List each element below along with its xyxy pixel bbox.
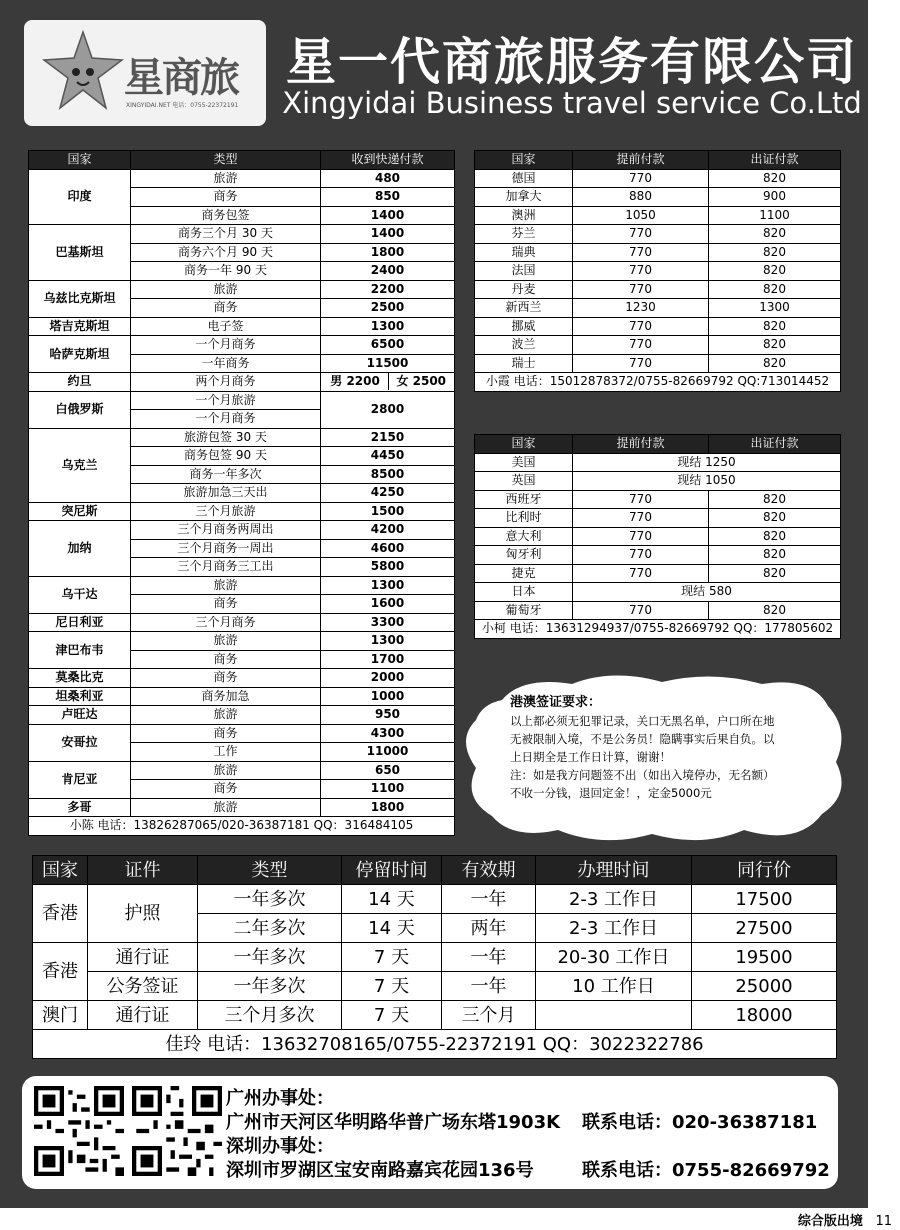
table-row xyxy=(29,502,455,521)
contact-row xyxy=(29,817,455,836)
document-cell: 护照 xyxy=(88,885,198,943)
column-header: 国家 xyxy=(475,151,573,170)
advance-payment-cell: 770 xyxy=(573,280,709,299)
price-male: 男 2200 xyxy=(322,373,390,390)
price-cell: 1400 xyxy=(321,206,455,225)
type-cell: 旅游 xyxy=(131,169,321,188)
table-row xyxy=(29,576,455,595)
validity-cell: 两年 xyxy=(442,914,536,943)
price-cell: 4300 xyxy=(321,724,455,743)
contact-info: 小柯 电话：13631294937/0755-82669792 QQ：177805602 xyxy=(475,620,841,639)
table-row xyxy=(29,280,455,299)
table-row xyxy=(29,761,455,780)
price-cell: 27500 xyxy=(692,914,837,943)
price-cell: 1300 xyxy=(321,576,455,595)
price-cell: 4600 xyxy=(321,539,455,558)
price-cell: 17500 xyxy=(692,885,837,914)
visa-price-table-asia-africa xyxy=(28,150,455,836)
type-cell: 一年多次 xyxy=(198,885,342,914)
page-footer xyxy=(798,1210,892,1229)
country-cell: 美国 xyxy=(475,453,573,472)
type-cell: 三个月旅游 xyxy=(131,502,321,521)
column-header: 停留时间 xyxy=(342,856,442,885)
table-row xyxy=(33,943,837,972)
price-cell: 850 xyxy=(321,188,455,207)
type-cell: 商务 xyxy=(131,724,321,743)
table-row xyxy=(29,632,455,651)
column-header: 提前付款 xyxy=(573,435,709,454)
hk-macau-notice xyxy=(510,694,820,802)
country-cell: 肯尼亚 xyxy=(29,761,131,798)
type-cell: 商务 xyxy=(131,669,321,688)
price-cell: 2400 xyxy=(321,262,455,281)
country-cell: 比利时 xyxy=(475,509,573,528)
table-row xyxy=(475,262,841,281)
table-row xyxy=(475,564,841,583)
notice-line: 以上都必须无犯罪记录，关口无黑名单，户口所在地 xyxy=(510,714,775,728)
price-cell: 1100 xyxy=(321,780,455,799)
stay-cell: 7 天 xyxy=(342,1001,442,1030)
price-cell: 1800 xyxy=(321,798,455,817)
table-row xyxy=(475,472,841,491)
type-cell: 旅游 xyxy=(131,761,321,780)
advance-payment-cell: 770 xyxy=(573,527,709,546)
type-cell: 旅游 xyxy=(131,280,321,299)
price-cell: 8500 xyxy=(321,465,455,484)
issue-payment-cell: 820 xyxy=(709,169,841,188)
type-cell: 三个月商务三工出 xyxy=(131,558,321,577)
type-cell: 三个月多次 xyxy=(198,1001,342,1030)
issue-payment-cell: 820 xyxy=(709,490,841,509)
processing-time-cell: 20-30 工作日 xyxy=(536,943,692,972)
issue-payment-cell: 820 xyxy=(709,225,841,244)
cash-payment-cell: 现结 1050 xyxy=(573,472,841,491)
table-row xyxy=(475,490,841,509)
shenzhen-office-title: 深圳办事处： xyxy=(226,1136,334,1157)
column-header: 类型 xyxy=(131,151,321,170)
notice-line: 不收一分钱，退回定金！，定金5000元 xyxy=(510,786,712,800)
issue-payment-cell: 820 xyxy=(709,601,841,620)
shenzhen-office-phone: 联系电话：0755-82669792 xyxy=(582,1160,830,1181)
table-row xyxy=(29,391,455,410)
country-cell: 匈牙利 xyxy=(475,546,573,565)
validity-cell: 一年 xyxy=(442,943,536,972)
price-cell: 2200 xyxy=(321,280,455,299)
price-cell: 1600 xyxy=(321,595,455,614)
stay-cell: 7 天 xyxy=(342,943,442,972)
document-cell: 公务签证 xyxy=(88,972,198,1001)
contact-row xyxy=(475,620,841,639)
price-cell: 11500 xyxy=(321,354,455,373)
contact-info: 小霞 电话：15012878372/0755-82669792 QQ:713014452 xyxy=(475,373,841,392)
price-cell: 3300 xyxy=(321,613,455,632)
country-cell: 乌克兰 xyxy=(29,428,131,502)
notice-line: 上日期全是工作日计算，谢谢！ xyxy=(510,750,671,764)
qr-code-icon xyxy=(34,1086,124,1176)
type-cell: 商务六个月 90 天 xyxy=(131,243,321,262)
type-cell: 一年多次 xyxy=(198,972,342,1001)
advance-payment-cell: 770 xyxy=(573,169,709,188)
table-row xyxy=(29,521,455,540)
table-row xyxy=(475,527,841,546)
country-cell: 约旦 xyxy=(29,373,131,392)
type-cell: 商务 xyxy=(131,299,321,318)
column-header: 国家 xyxy=(475,435,573,454)
country-cell: 香港 xyxy=(33,943,88,1001)
table-row xyxy=(475,354,841,373)
price-cell: 5800 xyxy=(321,558,455,577)
logo-subtext: XINGYIDAI.NET 电话：0755-22372191 xyxy=(126,102,239,109)
table-row xyxy=(475,243,841,262)
section-label: 综合版出境 xyxy=(797,1214,863,1229)
column-header: 类型 xyxy=(198,856,342,885)
contact-row xyxy=(475,373,841,392)
type-cell: 三个月商务两周出 xyxy=(131,521,321,540)
country-cell: 葡萄牙 xyxy=(475,601,573,620)
table-row xyxy=(33,1001,837,1030)
type-cell: 三个月商务一周出 xyxy=(131,539,321,558)
table-row xyxy=(475,169,841,188)
type-cell: 旅游 xyxy=(131,706,321,725)
type-cell: 旅游 xyxy=(131,632,321,651)
issue-payment-cell: 900 xyxy=(709,188,841,207)
issue-payment-cell: 820 xyxy=(709,509,841,528)
type-cell: 电子签 xyxy=(131,317,321,336)
company-name-zh: 星一代商旅服务有限公司 xyxy=(286,33,858,91)
table-row xyxy=(475,317,841,336)
type-cell: 一年商务 xyxy=(131,354,321,373)
advance-payment-cell: 770 xyxy=(573,262,709,281)
issue-payment-cell: 1100 xyxy=(709,206,841,225)
column-header: 有效期 xyxy=(442,856,536,885)
type-cell: 旅游 xyxy=(131,798,321,817)
price-cell: 650 xyxy=(321,761,455,780)
validity-cell: 三个月 xyxy=(442,1001,536,1030)
type-cell: 商务加急 xyxy=(131,687,321,706)
table-row xyxy=(29,336,455,355)
type-cell: 商务一年多次 xyxy=(131,465,321,484)
table-row xyxy=(475,601,841,620)
shenzhen-office-address: 深圳市罗湖区宝安南路嘉宾花园136号 xyxy=(226,1160,534,1181)
country-cell: 香港 xyxy=(33,885,88,943)
advance-payment-cell: 770 xyxy=(573,490,709,509)
type-cell: 商务 xyxy=(131,650,321,669)
price-cell xyxy=(321,373,455,392)
notice-title: 港澳签证要求： xyxy=(510,695,602,710)
column-header: 国家 xyxy=(29,151,131,170)
price-cell: 1300 xyxy=(321,317,455,336)
table-row xyxy=(475,299,841,318)
type-cell: 旅游 xyxy=(131,576,321,595)
country-cell: 瑞典 xyxy=(475,243,573,262)
guangzhou-office-address: 广州市天河区华明路华普广场东塔1903K xyxy=(226,1112,561,1133)
stay-cell: 14 天 xyxy=(342,914,442,943)
country-cell: 塔吉克斯坦 xyxy=(29,317,131,336)
table-row xyxy=(475,336,841,355)
table-row xyxy=(475,546,841,565)
processing-time-cell: 2-3 工作日 xyxy=(536,885,692,914)
table-row xyxy=(29,613,455,632)
advance-payment-cell: 770 xyxy=(573,317,709,336)
advance-payment-cell: 770 xyxy=(573,336,709,355)
notice-line: 无被限制入境，不是公务员！隐瞒事实后果自负。以 xyxy=(510,732,775,746)
country-cell: 乌干达 xyxy=(29,576,131,613)
country-cell: 安哥拉 xyxy=(29,724,131,761)
advance-payment-cell: 770 xyxy=(573,225,709,244)
contact-info: 佳玲 电话：13632708165/0755-22372191 QQ：3022322786 xyxy=(33,1030,837,1059)
processing-time-cell: 10 工作日 xyxy=(536,972,692,1001)
table-row xyxy=(33,972,837,1001)
issue-payment-cell: 1300 xyxy=(709,299,841,318)
country-cell: 坦桑利亚 xyxy=(29,687,131,706)
table-row xyxy=(29,798,455,817)
type-cell: 三个月商务 xyxy=(131,613,321,632)
table-row xyxy=(475,188,841,207)
country-cell: 日本 xyxy=(475,583,573,602)
type-cell: 商务包签 90 天 xyxy=(131,447,321,466)
country-cell: 瑞士 xyxy=(475,354,573,373)
column-header: 办理时间 xyxy=(536,856,692,885)
logo-card xyxy=(24,20,266,126)
country-cell: 印度 xyxy=(29,169,131,225)
issue-payment-cell: 820 xyxy=(709,527,841,546)
table-row xyxy=(29,169,455,188)
country-cell: 乌兹比克斯坦 xyxy=(29,280,131,317)
country-cell: 巴基斯坦 xyxy=(29,225,131,281)
star-mascot-icon xyxy=(40,28,126,114)
country-cell: 津巴布韦 xyxy=(29,632,131,669)
type-cell: 旅游包签 30 天 xyxy=(131,428,321,447)
type-cell: 两个月商务 xyxy=(131,373,321,392)
type-cell: 一个月旅游 xyxy=(131,391,321,410)
country-cell: 波兰 xyxy=(475,336,573,355)
type-cell: 旅游加急三天出 xyxy=(131,484,321,503)
validity-cell: 一年 xyxy=(442,885,536,914)
table-row xyxy=(475,453,841,472)
advance-payment-cell: 770 xyxy=(573,564,709,583)
advance-payment-cell: 770 xyxy=(573,509,709,528)
company-name-en: Xingyidai Business travel service Co.Ltd xyxy=(282,86,862,120)
guangzhou-office-phone: 联系电话：020-36387181 xyxy=(582,1112,818,1133)
issue-payment-cell: 820 xyxy=(709,546,841,565)
stay-cell: 7 天 xyxy=(342,972,442,1001)
document-cell: 通行证 xyxy=(88,1001,198,1030)
issue-payment-cell: 820 xyxy=(709,262,841,281)
page-number: 11 xyxy=(875,1214,892,1229)
country-cell: 丹麦 xyxy=(475,280,573,299)
price-cell: 1000 xyxy=(321,687,455,706)
price-cell: 1700 xyxy=(321,650,455,669)
country-cell: 哈萨克斯坦 xyxy=(29,336,131,373)
price-cell: 2800 xyxy=(321,391,455,428)
price-cell: 1300 xyxy=(321,632,455,651)
advance-payment-cell: 1230 xyxy=(573,299,709,318)
table-row xyxy=(29,687,455,706)
table-row xyxy=(29,706,455,725)
table-row xyxy=(475,225,841,244)
country-cell: 莫桑比克 xyxy=(29,669,131,688)
processing-time-cell: 2-3 工作日 xyxy=(536,914,692,943)
table-row xyxy=(29,373,455,392)
table-row xyxy=(475,280,841,299)
country-cell: 捷克 xyxy=(475,564,573,583)
advance-payment-cell: 770 xyxy=(573,243,709,262)
advance-payment-cell: 1050 xyxy=(573,206,709,225)
advance-payment-cell: 770 xyxy=(573,601,709,620)
price-cell: 2150 xyxy=(321,428,455,447)
table-row xyxy=(475,206,841,225)
cash-payment-cell: 现结 1250 xyxy=(573,453,841,472)
price-cell: 2500 xyxy=(321,299,455,318)
table-row xyxy=(475,509,841,528)
stay-cell: 14 天 xyxy=(342,885,442,914)
type-cell: 一年多次 xyxy=(198,943,342,972)
type-cell: 商务包签 xyxy=(131,206,321,225)
country-cell: 尼日利亚 xyxy=(29,613,131,632)
contact-info: 小陈 电话：13826287065/020-36387181 QQ：316484105 xyxy=(29,817,455,836)
price-cell: 4250 xyxy=(321,484,455,503)
processing-time-cell xyxy=(536,1001,692,1030)
validity-cell: 一年 xyxy=(442,972,536,1001)
hk-macau-visa-table xyxy=(32,855,837,1059)
table-row xyxy=(29,428,455,447)
price-female: 女 2500 xyxy=(396,374,447,389)
cash-payment-cell: 现结 580 xyxy=(573,583,841,602)
table-row xyxy=(29,317,455,336)
price-cell: 11000 xyxy=(321,743,455,762)
column-header: 提前付款 xyxy=(573,151,709,170)
price-cell: 19500 xyxy=(692,943,837,972)
country-cell: 白俄罗斯 xyxy=(29,391,131,428)
type-cell: 工作 xyxy=(131,743,321,762)
price-cell: 2000 xyxy=(321,669,455,688)
country-cell: 德国 xyxy=(475,169,573,188)
type-cell: 商务 xyxy=(131,595,321,614)
country-cell: 西班牙 xyxy=(475,490,573,509)
issue-payment-cell: 820 xyxy=(709,243,841,262)
type-cell: 一个月商务 xyxy=(131,336,321,355)
price-cell: 480 xyxy=(321,169,455,188)
table-row xyxy=(29,724,455,743)
price-cell: 25000 xyxy=(692,972,837,1001)
price-cell: 1400 xyxy=(321,225,455,244)
table-row xyxy=(33,885,837,914)
office-info-card xyxy=(22,1076,838,1189)
type-cell: 二年多次 xyxy=(198,914,342,943)
issue-payment-cell: 820 xyxy=(709,280,841,299)
country-cell: 突尼斯 xyxy=(29,502,131,521)
issue-payment-cell: 820 xyxy=(709,336,841,355)
column-header: 出证付款 xyxy=(709,151,841,170)
guangzhou-office-title: 广州办事处： xyxy=(226,1088,334,1109)
issue-payment-cell: 820 xyxy=(709,317,841,336)
table-row xyxy=(29,225,455,244)
country-cell: 新西兰 xyxy=(475,299,573,318)
country-cell: 英国 xyxy=(475,472,573,491)
advance-payment-cell: 880 xyxy=(573,188,709,207)
document-cell: 通行证 xyxy=(88,943,198,972)
type-cell: 商务 xyxy=(131,780,321,799)
table-row xyxy=(29,669,455,688)
type-cell: 商务一年 90 天 xyxy=(131,262,321,281)
advance-payment-cell: 770 xyxy=(573,354,709,373)
price-cell: 1800 xyxy=(321,243,455,262)
country-cell: 澳门 xyxy=(33,1001,88,1030)
advance-payment-cell: 770 xyxy=(573,546,709,565)
type-cell: 一个月商务 xyxy=(131,410,321,429)
column-header: 出证付款 xyxy=(709,435,841,454)
logo-text: 星商旅 xyxy=(124,54,238,101)
type-cell: 商务 xyxy=(131,188,321,207)
price-cell: 950 xyxy=(321,706,455,725)
country-cell: 卢旺达 xyxy=(29,706,131,725)
price-cell: 4450 xyxy=(321,447,455,466)
notice-line: 注：如是我方问题签不出（如出入境停办，无名额） xyxy=(510,768,775,782)
country-cell: 加拿大 xyxy=(475,188,573,207)
column-header: 证件 xyxy=(88,856,198,885)
price-cell: 18000 xyxy=(692,1001,837,1030)
table-row xyxy=(475,583,841,602)
contact-row xyxy=(33,1030,837,1059)
price-cell: 6500 xyxy=(321,336,455,355)
country-cell: 意大利 xyxy=(475,527,573,546)
price-cell: 4200 xyxy=(321,521,455,540)
country-cell: 芬兰 xyxy=(475,225,573,244)
country-cell: 多哥 xyxy=(29,798,131,817)
column-header: 同行价 xyxy=(692,856,837,885)
price-cell: 1500 xyxy=(321,502,455,521)
type-cell: 商务三个月 30 天 xyxy=(131,225,321,244)
column-header: 国家 xyxy=(33,856,88,885)
visa-price-table-other xyxy=(474,434,841,639)
country-cell: 澳洲 xyxy=(475,206,573,225)
issue-payment-cell: 820 xyxy=(709,564,841,583)
country-cell: 法国 xyxy=(475,262,573,281)
country-cell: 挪威 xyxy=(475,317,573,336)
issue-payment-cell: 820 xyxy=(709,354,841,373)
column-header: 收到快递付款 xyxy=(321,151,455,170)
country-cell: 加纳 xyxy=(29,521,131,577)
qr-code-icon xyxy=(132,1086,222,1176)
visa-price-table-europe xyxy=(474,150,841,392)
